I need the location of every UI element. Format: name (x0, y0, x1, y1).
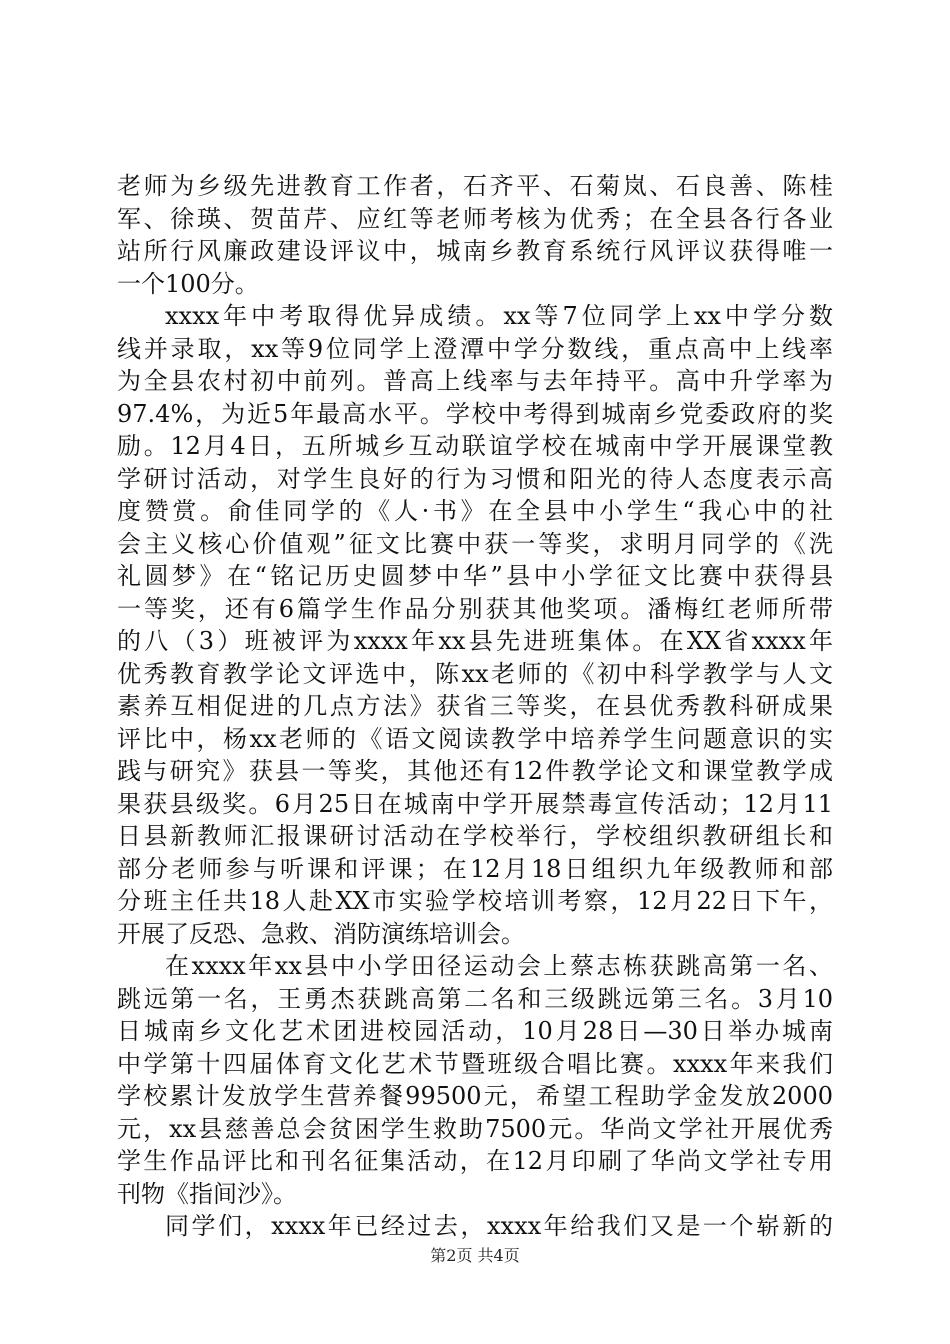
text-line: 学生作品评比和刊名征集活动，在12月印刷了华尚文学社专用 (117, 1147, 833, 1175)
text-line: 果获县级奖。6月25日在城南中学开展禁毒宣传活动；12月11 (117, 790, 833, 818)
text-line: 学研讨活动，对学生良好的行为习惯和阳光的待人态度表示高 (117, 465, 833, 493)
text-line: 刊物《指间沙》。 (117, 1180, 297, 1208)
text-line: 元，xx县慈善总会贫困学生救助7500元。华尚文学社开展优秀 (117, 1115, 833, 1143)
text-line: 践与研究》获县一等奖，其他还有12件教学论文和课堂教学成 (117, 757, 833, 785)
text-line: 日城南乡文化艺术团进校园活动，10月28日—30日举办城南 (117, 1017, 833, 1045)
text-line: 学校累计发放学生营养餐99500元，希望工程助学金发放2000 (117, 1082, 833, 1110)
text-line: 素养互相促进的几点方法》获省三等奖，在县优秀教科研成果 (117, 692, 833, 720)
text-line: 为全县农村初中前列。普高上线率与去年持平。高中升学率为 (117, 367, 833, 395)
text-line: 站所行风廉政建设评议中，城南乡教育系统行风评议获得唯一 (117, 237, 833, 265)
text-line: 军、徐瑛、贺苗芹、应红等老师考核为优秀；在全县各行各业 (117, 205, 833, 233)
paragraph-first-line: 同学们，xxxx年已经过去，xxxx年给我们又是一个崭新的 (165, 1212, 833, 1240)
text-line: 老师为乡级先进教育工作者，石齐平、石菊岚、石良善、陈桂 (117, 172, 833, 200)
text-line: 励。12月4日，五所城乡互动联谊学校在城南中学开展课堂教 (117, 432, 833, 460)
text-line: 跳远第一名，王勇杰获跳高第二名和三级跳远第三名。3月10 (117, 985, 833, 1013)
text-line: 评比中，杨xx老师的《语文阅读教学中培养学生问题意识的实 (117, 725, 833, 753)
text-line: 礼圆梦》在“铭记历史圆梦中华”县中小学征文比赛中获得县 (117, 562, 833, 590)
paragraph-first-line: xxxx年中考取得优异成绩。xx等7位同学上xx中学分数 (165, 302, 833, 330)
text-line: 度赞赏。俞佳同学的《人·书》在全县中小学生“我心中的社 (117, 497, 833, 525)
text-line: 线并录取，xx等9位同学上澄潭中学分数线，重点高中上线率 (117, 335, 833, 363)
text-line: 一个100分。 (117, 270, 259, 298)
text-line: 会主义核心价值观”征文比赛中获一等奖，求明月同学的《洗 (117, 530, 833, 558)
text-line: 优秀教育教学论文评选中，陈xx老师的《初中科学教学与人文 (117, 660, 833, 688)
text-line: 中学第十四届体育文化艺术节暨班级合唱比赛。xxxx年来我们 (117, 1050, 833, 1078)
text-line: 日县新教师汇报课研讨活动在学校举行，学校组织教研组长和 (117, 822, 833, 850)
text-line: 97.4%，为近5年最高水平。学校中考得到城南乡党委政府的奖 (117, 400, 833, 428)
paragraph-first-line: 在xxxx年xx县中小学田径运动会上蔡志栋获跳高第一名、 (165, 952, 833, 980)
text-line: 分班主任共18人赴XX市实验学校培训考察，12月22日下午， (117, 887, 833, 915)
text-line: 一等奖，还有6篇学生作品分别获其他奖项。潘梅红老师所带 (117, 595, 833, 623)
text-line: 部分老师参与听课和评课；在12月18日组织九年级教师和部 (117, 855, 833, 883)
text-line: 的八（3）班被评为xxxx年xx县先进班集体。在XX省xxxx年 (117, 627, 833, 655)
text-line: 开展了反恐、急救、消防演练培训会。 (117, 920, 525, 948)
page-number-footer: 第2页 共4页 (430, 1246, 520, 1265)
